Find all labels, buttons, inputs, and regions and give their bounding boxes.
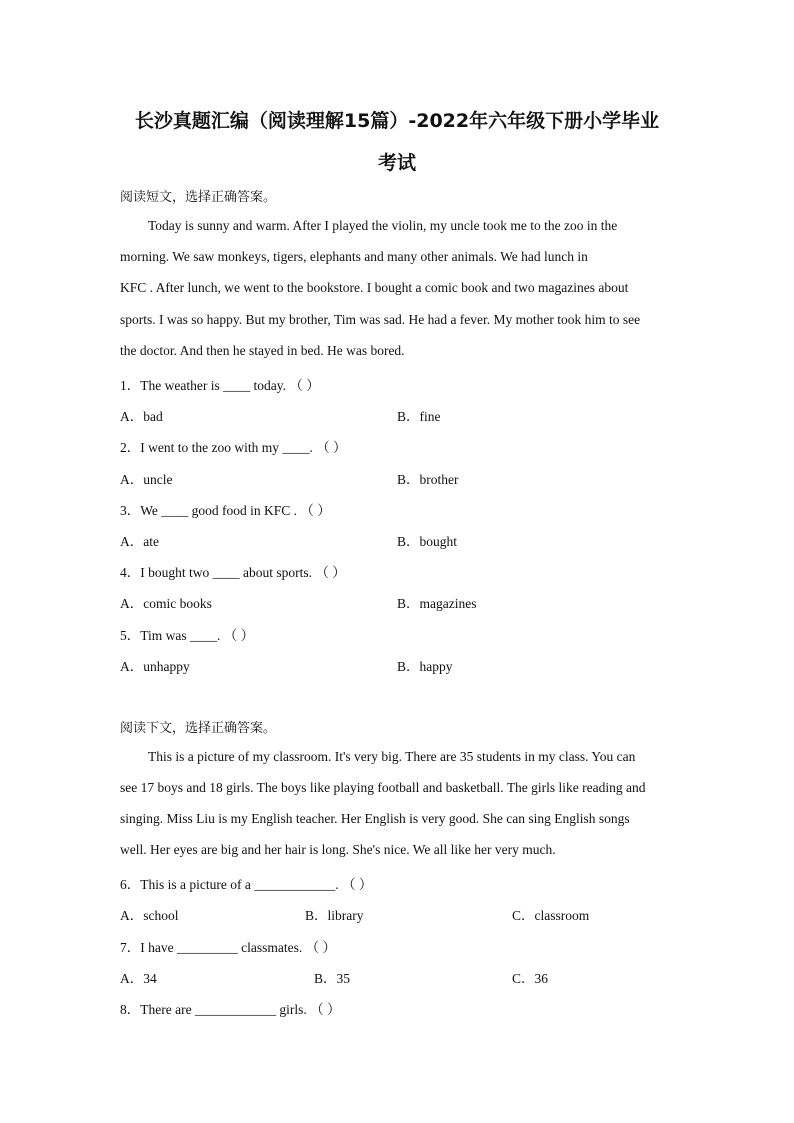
question-8: 8．There are ____________ girls. （ ） [120, 1002, 341, 1017]
question-1-option-a[interactable]: A．bad [120, 409, 163, 424]
question-6-option-a[interactable]: A．school [120, 908, 179, 923]
section1-passage-line: the doctor. And then he stayed in bed. He was bored. [120, 343, 405, 358]
section1-passage-line: morning. We saw monkeys, tigers, elephants and many other animals. We had lunch in [120, 249, 588, 264]
question-6: 6．This is a picture of a ____________. （ ） [120, 877, 373, 892]
question-2: 2．I went to the zoo with my ____. （ ） [120, 440, 347, 455]
section2-passage-line: see 17 boys and 18 girls. The boys like playing football and basketball. The girls like reading and [120, 780, 646, 795]
section2-passage-line: singing. Miss Liu is my English teacher. Her English is very good. She can sing English songs [120, 811, 630, 826]
document-title-line-2: 考试 [377, 152, 416, 174]
question-7-option-b[interactable]: B．35 [314, 971, 351, 986]
section2-passage-line: This is a picture of my classroom. It's very big. There are 35 students in my class. You can [148, 749, 636, 764]
section1-passage-line: KFC . After lunch, we went to the bookstore. I bought a comic book and two magazines about [120, 280, 629, 295]
question-7-option-a[interactable]: A．34 [120, 971, 157, 986]
question-3-option-a[interactable]: A．ate [120, 534, 159, 549]
section2-instruction: 阅读下文，选择正确答案。 [120, 721, 277, 736]
question-3: 3．We ____ good food in KFC . （ ） [120, 503, 331, 518]
section1-passage-line: Today is sunny and warm. After I played the violin, my uncle took me to the zoo in the [148, 218, 618, 233]
section1-passage-line: sports. I was so happy. But my brother, Tim was sad. He had a fever. My mother took him to see [120, 312, 641, 327]
question-6-option-c[interactable]: C．classroom [512, 908, 590, 923]
question-4-option-a[interactable]: A．comic books [120, 596, 212, 611]
question-5: 5．Tim was ____. （ ） [120, 628, 255, 643]
section2-passage-line: well. Her eyes are big and her hair is long. She's nice. We all like her very much. [120, 842, 556, 857]
question-7-option-c[interactable]: C．36 [512, 971, 549, 986]
question-7: 7．I have _________ classmates. （ ） [120, 940, 336, 955]
question-6-option-b[interactable]: B．library [305, 908, 364, 923]
question-5-option-b[interactable]: B．happy [397, 659, 453, 674]
section1-instruction: 阅读短文，选择正确答案。 [120, 190, 277, 205]
question-1-option-b[interactable]: B．fine [397, 409, 441, 424]
question-4: 4．I bought two ____ about sports. （ ） [120, 565, 346, 580]
question-2-option-a[interactable]: A．uncle [120, 472, 173, 487]
question-1: 1．The weather is ____ today. （ ） [120, 378, 320, 393]
question-3-option-b[interactable]: B．bought [397, 534, 458, 549]
document-title-line-1: 长沙真题汇编（阅读理解15篇）-2022年六年级下册小学毕业 [134, 110, 660, 132]
question-5-option-a[interactable]: A．unhappy [120, 659, 190, 674]
question-2-option-b[interactable]: B．brother [397, 472, 459, 487]
question-4-option-b[interactable]: B．magazines [397, 596, 477, 611]
